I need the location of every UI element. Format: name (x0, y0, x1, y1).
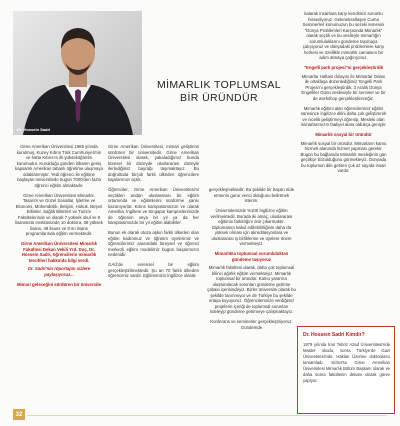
paragraph: Öğrenciler, Girne Amerikan Üniversitesi'ni seçtikleri andan uluslararası bir eğitim ortamında ve eğitimlerini sürdürme şansı kazanıyorlar. Kıbrıs kampüsümüzün ve olarak Amerika, İngiltere ve Singapur kampüslerimizde de öğrenim veya bir yıl ya da her kampüsümüzde bir yıl eğitim alabilirler. (108, 187, 199, 225)
portrait-illustration (13, 11, 142, 135)
paragraph: kalarak insanlara karşı kendimizi sorumlu hissediyoruz. Geleneksellaşen Cuma Seminerleri konumuzun bu sezeki temesini "Dünya Problemleri Karşısında Mimarlık" olarak seçtik ve bu vesileyle mimarlığın sorumluluklarını gündeme taşımaya çalışıyoruz ve dünyadaki problemlere karşı herkesi ve özellikle mimarlık camiasını bir adım atmaya çağırıyoruz. (302, 11, 385, 60)
portrait-photo (13, 11, 142, 135)
section-heading: Mimari geleceğini sürdüren bir üniversite (16, 281, 102, 287)
section-heading: Mimarlıkta toplumsal sorumluluktan gündeme taşıyoruz (214, 251, 289, 262)
paragraph: Girne Amerikan Üniversitesi 1985 yılında kurulmuş, Kuzey Kıbrıs Türk Cumhuriyeti'nin ve hatta Kıbrıs'ın ilk yükseköğretim kurumudur. Kurulduğu günden itibaren geniş kapsamlı Amerikan tabanlı öğretime uluşmaya odaklanmıştır. Yedi öğrenci ile eğitime başlayan üniversitede bugün 7000'den fazla öğrenci eğitim almaktadır. (15, 144, 103, 188)
column-2 (108, 144, 199, 283)
bio-text: 1979 yılında İran Tebriz Azad Üniversitesi'nde Master okudu, sonra Türkiye'de Gazi Üniversitesi'nde. Haklan Üzerine doktorasını tamamladı. Kıbrıs'ta Girne Amerikan Üniversitesi Mimarlık Bölüm Başkanı olarak ve daha sonra fakültenin dekanı olarak görev yapıyor. (303, 342, 390, 383)
paragraph: Mimarlık eğitimi alan öğrencilerimiz eğitim süresince İngilizce dilini daha çok geliştirerek ve nicelik geliştirmeyi öğrenip, Mesleki olan mimarlarımızın faaliyet alanı oldukça geniştir. (300, 105, 387, 127)
photo-caption: Dr. Hossein Sadri (17, 127, 51, 132)
footer-rule (27, 415, 387, 416)
page-number: 32 (13, 409, 25, 420)
paragraph: Bunun ek olarak otuza aşkın farklı ülkeden olan eğitim kadromuz ve öğretim üyelerimiz ve öğrencilerimiz arasındaki bireysel ve öğrenci merkezli eğitim modelimiz bugün başarımızın nedenidir. (108, 230, 199, 257)
section-heading: "Engelli park projesi"ni gerçekleştirdik (303, 65, 384, 70)
bio-box (297, 326, 395, 414)
paragraph: Girne Amerikan Üniversitesi Mimarlık, Tasarım ve Güzel Sanatlar, İşletme ve Ekonomi, Mühendislik, İletişim, Hukuk, Beşeri Bilimler, Sağlık Bilimleri ve Turizm Fakültelerinde ve olarak 7 yüksek okul ve 8 lisansüstü enstitüsünde 10 doktora, 38 yüksek lisans, 48 lisans ve 9 ön lisans programlarında eğitim vermektedir. (15, 192, 103, 236)
paragraph: Mimarlık sosyal bir üründür. Mimarların kamu hizmeti alanında hizmet yapması gerekir. Bugün bu bağlamda Mimarlık mesleğinin gün geçtikçe bozulduğunu görmekteyiz. Dünyada bu toplumun dile getiren çok az sayıda insan vardır. (300, 140, 387, 173)
paragraph: Konferans ve seminerler gerçekleştiriyoruz. Gündemde (210, 319, 293, 330)
column-1 (15, 144, 103, 290)
paragraph: GAÜ'de evrensel bir eğitim gerçekleştirilmektedir. Şu an 70 farklı ülkeden öğrencimiz vardır. Eğitimimizin İngilizce olarak (108, 262, 199, 278)
paragraph: Mimarlar Haftası dolayısı ile Mimarlar Odası ile ortaklaşa düzenlediğimiz 'Engelli Park Projesi'ni gerçekleştirdik. 3 Aralık Dünya Engelliler Günü vesilesiyle bir seminer ve bir de workshop gerçekleştireceğiz. (301, 73, 386, 101)
intro-heading: Girne Amerikan Üniversitesi Mimarlık Fakültesi Dekan Vekili Yrd. Doç. Dr. Hossein Sadri, öğrencilerin mimarlık tercihleri hakkında bilgi verdi. (20, 241, 98, 263)
paragraph: Mimarlık fakültesi olarak, daha çok toplumsal bilinci ağırlık eğitim vermekteyiz. Mimarlık toplumsal bir üründür. Kamu yararına oluşturulacak sorunları gündeme getirme çabası içerisindeyiz. Bizler üniversite olarak bu şekilde tanınmıyor ve de Türkiye bu şekilde ortaya koyuyoruz. Öğrencilerimize verdiğimiz projelerin içeriği de toplumsal sorunları irdeleyip gündeme getirmeye çalışmaktayız. (207, 265, 296, 314)
column-3 (207, 187, 296, 335)
title-line-1: MİMARLIK TOPLUMSAL (156, 79, 282, 91)
paragraph: gerçekleşmektedir. Bu şekilde bir başarı elde etmenin gurur verici olduğunu belirtmek isterim. (208, 187, 295, 203)
column-4 (300, 11, 387, 178)
intro-note: Dr. Sadri'nin röportajını sizlere paylaşıyoruz... (27, 266, 91, 277)
article-title (145, 79, 293, 105)
paragraph: Üniversitemizde %100 İngilizce eğitim verilmektedir. Burada iki amaç, uluslararası eğitimin farklılığını öne çıkarmaktır. Diplomamın kabul edilebilirliğinin daha da yüksek olması için akreditasyonlara ve uluslararası iş birliklerine ve üyelere önem vermekteyiz. (210, 208, 293, 246)
title-line-2: BİR ÜRÜNDÜR (180, 92, 258, 104)
section-heading: Mimarlık sosyal bir üründür (315, 132, 372, 137)
bio-heading: Dr. Hosseın Sadri Kimdir? (303, 332, 365, 338)
paragraph: Girne Amerikan Üniversitesi, mimari geliştirimi sürdüren bir üniversitedir. Girne Amerikan Üniversitesi olarak, yakaladığımız bunda küresel bir düzeyde uluslararası düzeyle ilerlediğimiz bayrağı taşımaktayız. Bu doğrultuda birçok farklı ülkeden öğrencilere kapılarımızı açtık. (108, 144, 199, 182)
